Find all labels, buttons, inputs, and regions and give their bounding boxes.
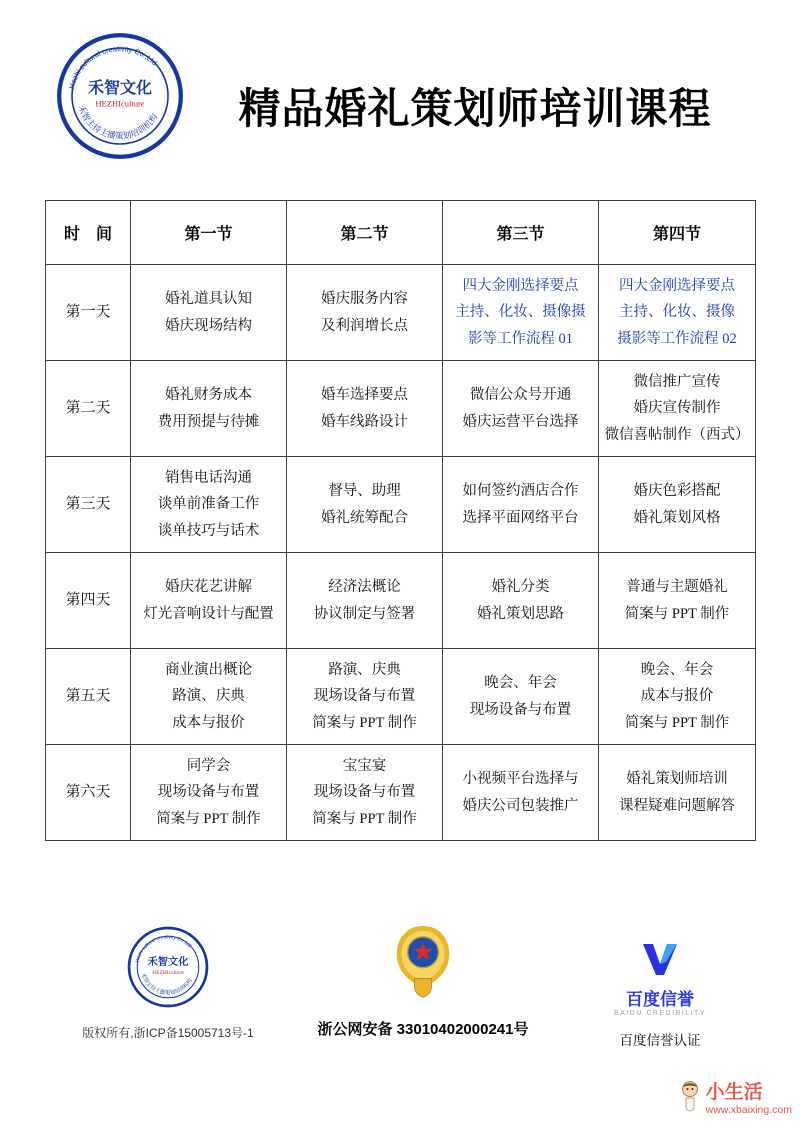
logo-center-en: HEZHIculture — [152, 969, 184, 976]
course-cell: 晚会、年会 成本与报价 简案与 PPT 制作 — [599, 649, 756, 745]
course-cell: 婚庆色彩搭配 婚礼策划风格 — [599, 457, 756, 553]
table-row — [46, 457, 756, 553]
course-cell: 晚会、年会 现场设备与布置 — [443, 649, 599, 745]
course-cell: 督导、助理 婚礼统筹配合 — [287, 457, 443, 553]
watermark-url: www.xbaixing.com — [705, 1103, 792, 1116]
course-cell: 经济法概论 协议制定与签署 — [287, 553, 443, 649]
course-schedule-table — [45, 200, 756, 841]
column-header: 第三节 — [443, 201, 599, 265]
police-filing-text: 浙公网安备 33010402000241号 — [317, 1021, 529, 1038]
table-header-row — [46, 201, 756, 265]
course-cell: 婚礼策划师培训 课程疑难问题解答 — [599, 745, 756, 841]
course-cell: 婚礼财务成本 费用预提与待摊 — [131, 361, 287, 457]
course-cell: 如何签约酒店合作 选择平面网络平台 — [443, 457, 599, 553]
day-cell: 第六天 — [46, 745, 131, 841]
copyright-block — [68, 926, 268, 1041]
police-filing-block — [298, 924, 548, 1039]
course-cell: 婚礼分类 婚礼策划思路 — [443, 553, 599, 649]
baidu-credibility-icon — [580, 938, 740, 983]
course-cell: 商业演出概论 路演、庆典 成本与报价 — [131, 649, 287, 745]
logo-ring-top-text: Hezhi cultural creativity Co.,Ltd — [135, 935, 192, 964]
course-cell: 婚礼道具认知 婚庆现场结构 — [131, 265, 287, 361]
course-cell: 同学会 现场设备与布置 简案与 PPT 制作 — [131, 745, 287, 841]
column-header: 第四节 — [599, 201, 756, 265]
course-cell: 销售电话沟通 谈单前准备工作 谈单技巧与话术 — [131, 457, 287, 553]
table-row — [46, 649, 756, 745]
page-title: 精品婚礼策划师培训课程 — [238, 87, 712, 133]
logo-center-cn: 禾智文化 — [87, 79, 153, 97]
copyright-text: 版权所有,浙ICP备15005713号-1 — [82, 1026, 254, 1040]
day-cell: 第一天 — [46, 265, 131, 361]
course-cell: 婚庆服务内容 及利润增长点 — [287, 265, 443, 361]
course-cell: 路演、庆典 现场设备与布置 简案与 PPT 制作 — [287, 649, 443, 745]
logo-ring-top-text: Hezhi cultural creativity Co.,Ltd — [67, 44, 160, 90]
column-header: 第一节 — [131, 201, 287, 265]
table-row — [46, 553, 756, 649]
police-badge-icon — [298, 924, 548, 1008]
table-row — [46, 745, 756, 841]
logo-ring-bottom-text: 禾智主持主播策划培训机构 — [139, 972, 194, 997]
logo-ring-bottom-text: 禾智主持主播策划培训机构 — [76, 103, 160, 141]
hezhi-logo-icon — [56, 32, 184, 160]
day-cell: 第三天 — [46, 457, 131, 553]
baidu-credibility-block — [580, 938, 740, 1049]
watermark-title: 小生活 — [705, 1082, 763, 1104]
course-cell: 婚车选择要点 婚车线路设计 — [287, 361, 443, 457]
logo-center-en: HEZHIculture — [95, 98, 145, 109]
baidu-cert-text: 百度信誉认证 — [619, 1033, 701, 1048]
course-cell: 婚庆花艺讲解 灯光音响设计与配置 — [131, 553, 287, 649]
course-cell: 微信公众号开通 婚庆运营平台选择 — [443, 361, 599, 457]
course-cell: 微信推广宣传 婚庆宣传制作 微信喜帖制作（西式） — [599, 361, 756, 457]
day-cell: 第四天 — [46, 553, 131, 649]
site-watermark — [678, 1080, 792, 1119]
column-header: 第二节 — [287, 201, 443, 265]
course-cell: 普通与主题婚礼 简案与 PPT 制作 — [599, 553, 756, 649]
course-cell: 宝宝宴 现场设备与布置 简案与 PPT 制作 — [287, 745, 443, 841]
mascot-icon — [678, 1080, 702, 1119]
course-cell: 四大金刚选择要点 主持、化妆、摄像 摄影等工作流程 02 — [599, 265, 756, 361]
course-cell: 小视频平台选择与 婚庆公司包装推广 — [443, 745, 599, 841]
course-cell: 四大金刚选择要点 主持、化妆、摄像摄 影等工作流程 01 — [443, 265, 599, 361]
table-row — [46, 265, 756, 361]
baidu-credibility-name: 百度信誉 — [626, 990, 694, 1009]
day-cell: 第五天 — [46, 649, 131, 745]
logo-center-cn: 禾智文化 — [147, 956, 189, 968]
hezhi-logo-footer-icon — [127, 926, 209, 1008]
column-header: 时 间 — [46, 201, 131, 265]
baidu-credibility-subtitle: BAIDU CREDIBILITY — [613, 1010, 706, 1017]
table-row — [46, 361, 756, 457]
day-cell: 第二天 — [46, 361, 131, 457]
